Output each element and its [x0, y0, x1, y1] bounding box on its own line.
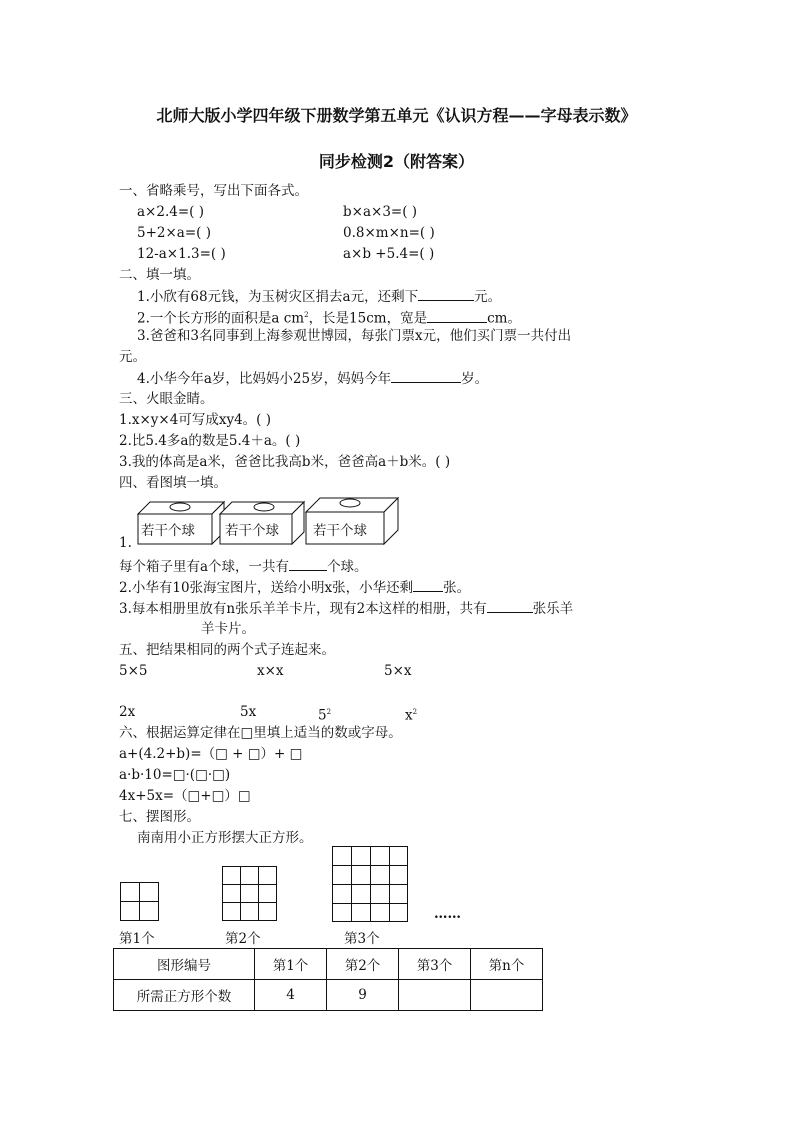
sec3-q3: 3.我的体高是a米，爸爸比我高b米，爸爸高a＋b米。( )	[119, 454, 451, 470]
sec2-q4-text: 4.小华今年a岁，比妈妈小25岁，妈妈今年	[137, 371, 392, 387]
sec1-item: 0.8×m×n=( )	[343, 225, 435, 241]
sec4-q1-text: 每个箱子里有a个球，一共有	[119, 559, 290, 575]
figure-caption: 第2个	[225, 931, 261, 947]
title-line-2: 同步检测2（附答案）	[318, 152, 475, 171]
sec2-q4-unit: 岁。	[461, 371, 489, 387]
sec2-q2-text: 2.一个长方形的面积是a cm	[137, 310, 305, 327]
answer-blank[interactable]	[418, 287, 474, 301]
base: 5	[318, 707, 327, 724]
box-label: 若干个球	[313, 523, 367, 539]
sec3-heading: 三、火眼金睛。	[119, 391, 214, 407]
grid-figure-1	[120, 882, 160, 922]
sec4-q1	[119, 557, 368, 576]
table-cell-answer[interactable]	[399, 980, 471, 1011]
table-cell-answer[interactable]	[471, 980, 543, 1011]
sec4-q3-cont: 羊卡片。	[201, 621, 255, 637]
sec4-q2-text: 2.小华有10张海宝图片，送给小明x张，小华还剩	[119, 580, 414, 596]
sec6-line: a+(4.2+b)=（□ + □）+ □	[119, 746, 303, 762]
sec4-q2	[119, 578, 470, 597]
table-cell: 4	[255, 980, 327, 1011]
sec6-line: 4x+5x=（□+□）□	[119, 788, 251, 804]
sec6-line: a·b·10=□·(□·□)	[119, 767, 231, 783]
sec6-heading: 六、根据运算定律在□里填上适当的数或字母。	[119, 725, 402, 741]
match-bottom-expr[interactable]: 5x	[240, 704, 257, 720]
table-header-cell: 图形编号	[114, 949, 255, 980]
grid-figure-2	[222, 866, 278, 922]
superscript: 2	[304, 311, 309, 319]
sec7-heading: 七、摆图形。	[119, 809, 200, 825]
sec7-intro: 南南用小正方形摆大正方形。	[137, 830, 313, 846]
match-top-expr[interactable]: 5×5	[119, 663, 148, 679]
sec1-heading: 一、省略乘号，写出下面各式。	[119, 183, 308, 199]
superscript: 2	[326, 708, 332, 716]
table-row	[114, 980, 543, 1011]
table-cell: 所需正方形个数	[114, 980, 255, 1011]
sec2-q3-cont: 元。	[119, 349, 146, 365]
table-header-cell: 第2个	[327, 949, 399, 980]
sec2-q2-unit: cm。	[487, 310, 521, 327]
sec1-item: a×2.4=( )	[137, 204, 204, 220]
sec2-q2-text2: ，长是15cm，宽是	[308, 310, 428, 327]
sec4-q2-unit: 张。	[443, 580, 471, 596]
sec3-q2: 2.比5.4多a的数是5.4＋a。( )	[119, 433, 301, 449]
sec3-q1: 1.x×y×4可写成xy4。( )	[119, 412, 271, 428]
answer-blank[interactable]	[427, 309, 487, 323]
table-cell: 9	[327, 980, 399, 1011]
match-bottom-expr[interactable]	[318, 703, 331, 725]
sec1-item: 12-a×1.3=( )	[137, 246, 226, 262]
sec4-q3-unit: 张乐羊	[532, 601, 574, 617]
sec5-heading: 五、把结果相同的两个式子连起来。	[119, 642, 335, 658]
sec4-q3-text: 3.每本相册里放有n张乐羊羊卡片，现有2本这样的相册，共有	[119, 601, 487, 617]
superscript: 2	[412, 708, 418, 716]
answer-blank[interactable]	[391, 369, 461, 383]
base: x	[405, 707, 413, 724]
sec2-q1-text: 1.小欣有68元钱，为玉树灾区捐去a元，还剩下	[137, 289, 419, 305]
figure-caption: 第3个	[344, 931, 380, 947]
square-count-table	[113, 948, 543, 1011]
match-bottom-expr[interactable]: 2x	[119, 704, 136, 720]
sec1-item: a×b +5.4=( )	[343, 246, 435, 262]
sec2-q1	[137, 287, 501, 306]
table-header-row	[114, 949, 543, 980]
sec4-heading: 四、看图填一填。	[119, 475, 227, 491]
figure-caption: 第1个	[119, 931, 155, 947]
match-top-expr[interactable]: 5×x	[384, 663, 412, 679]
answer-blank[interactable]	[487, 599, 533, 613]
box-label: 若干个球	[141, 523, 195, 539]
sec1-item: b×a×3=( )	[343, 204, 418, 220]
ellipsis: ……	[434, 906, 461, 922]
sec2-q4	[137, 369, 488, 388]
sec4-q1-number: 1.	[119, 535, 132, 551]
sec1-item: 5+2×a=( )	[137, 225, 211, 241]
match-top-expr[interactable]: x×x	[257, 663, 284, 679]
sec2-q1-unit: 元。	[474, 289, 502, 305]
sec4-q3	[119, 599, 573, 618]
sec2-q2	[137, 306, 521, 328]
title-line-1: 北师大版小学四年级下册数学第五单元《认识方程——字母表示数》	[156, 106, 637, 125]
sec4-q1-unit: 个球。	[327, 559, 368, 575]
grid-figure-3	[332, 846, 409, 923]
answer-blank[interactable]	[289, 557, 327, 571]
box-label: 若干个球	[225, 523, 279, 539]
table-header-cell: 第3个	[399, 949, 471, 980]
sec2-q3: 3.爸爸和3名同事到上海参观世博园，每张门票x元，他们买门票一共付出	[137, 328, 572, 344]
answer-blank[interactable]	[413, 578, 443, 592]
table-header-cell: 第n个	[471, 949, 543, 980]
sec2-heading: 二、填一填。	[119, 267, 200, 283]
match-bottom-expr[interactable]	[405, 703, 417, 725]
table-header-cell: 第1个	[255, 949, 327, 980]
